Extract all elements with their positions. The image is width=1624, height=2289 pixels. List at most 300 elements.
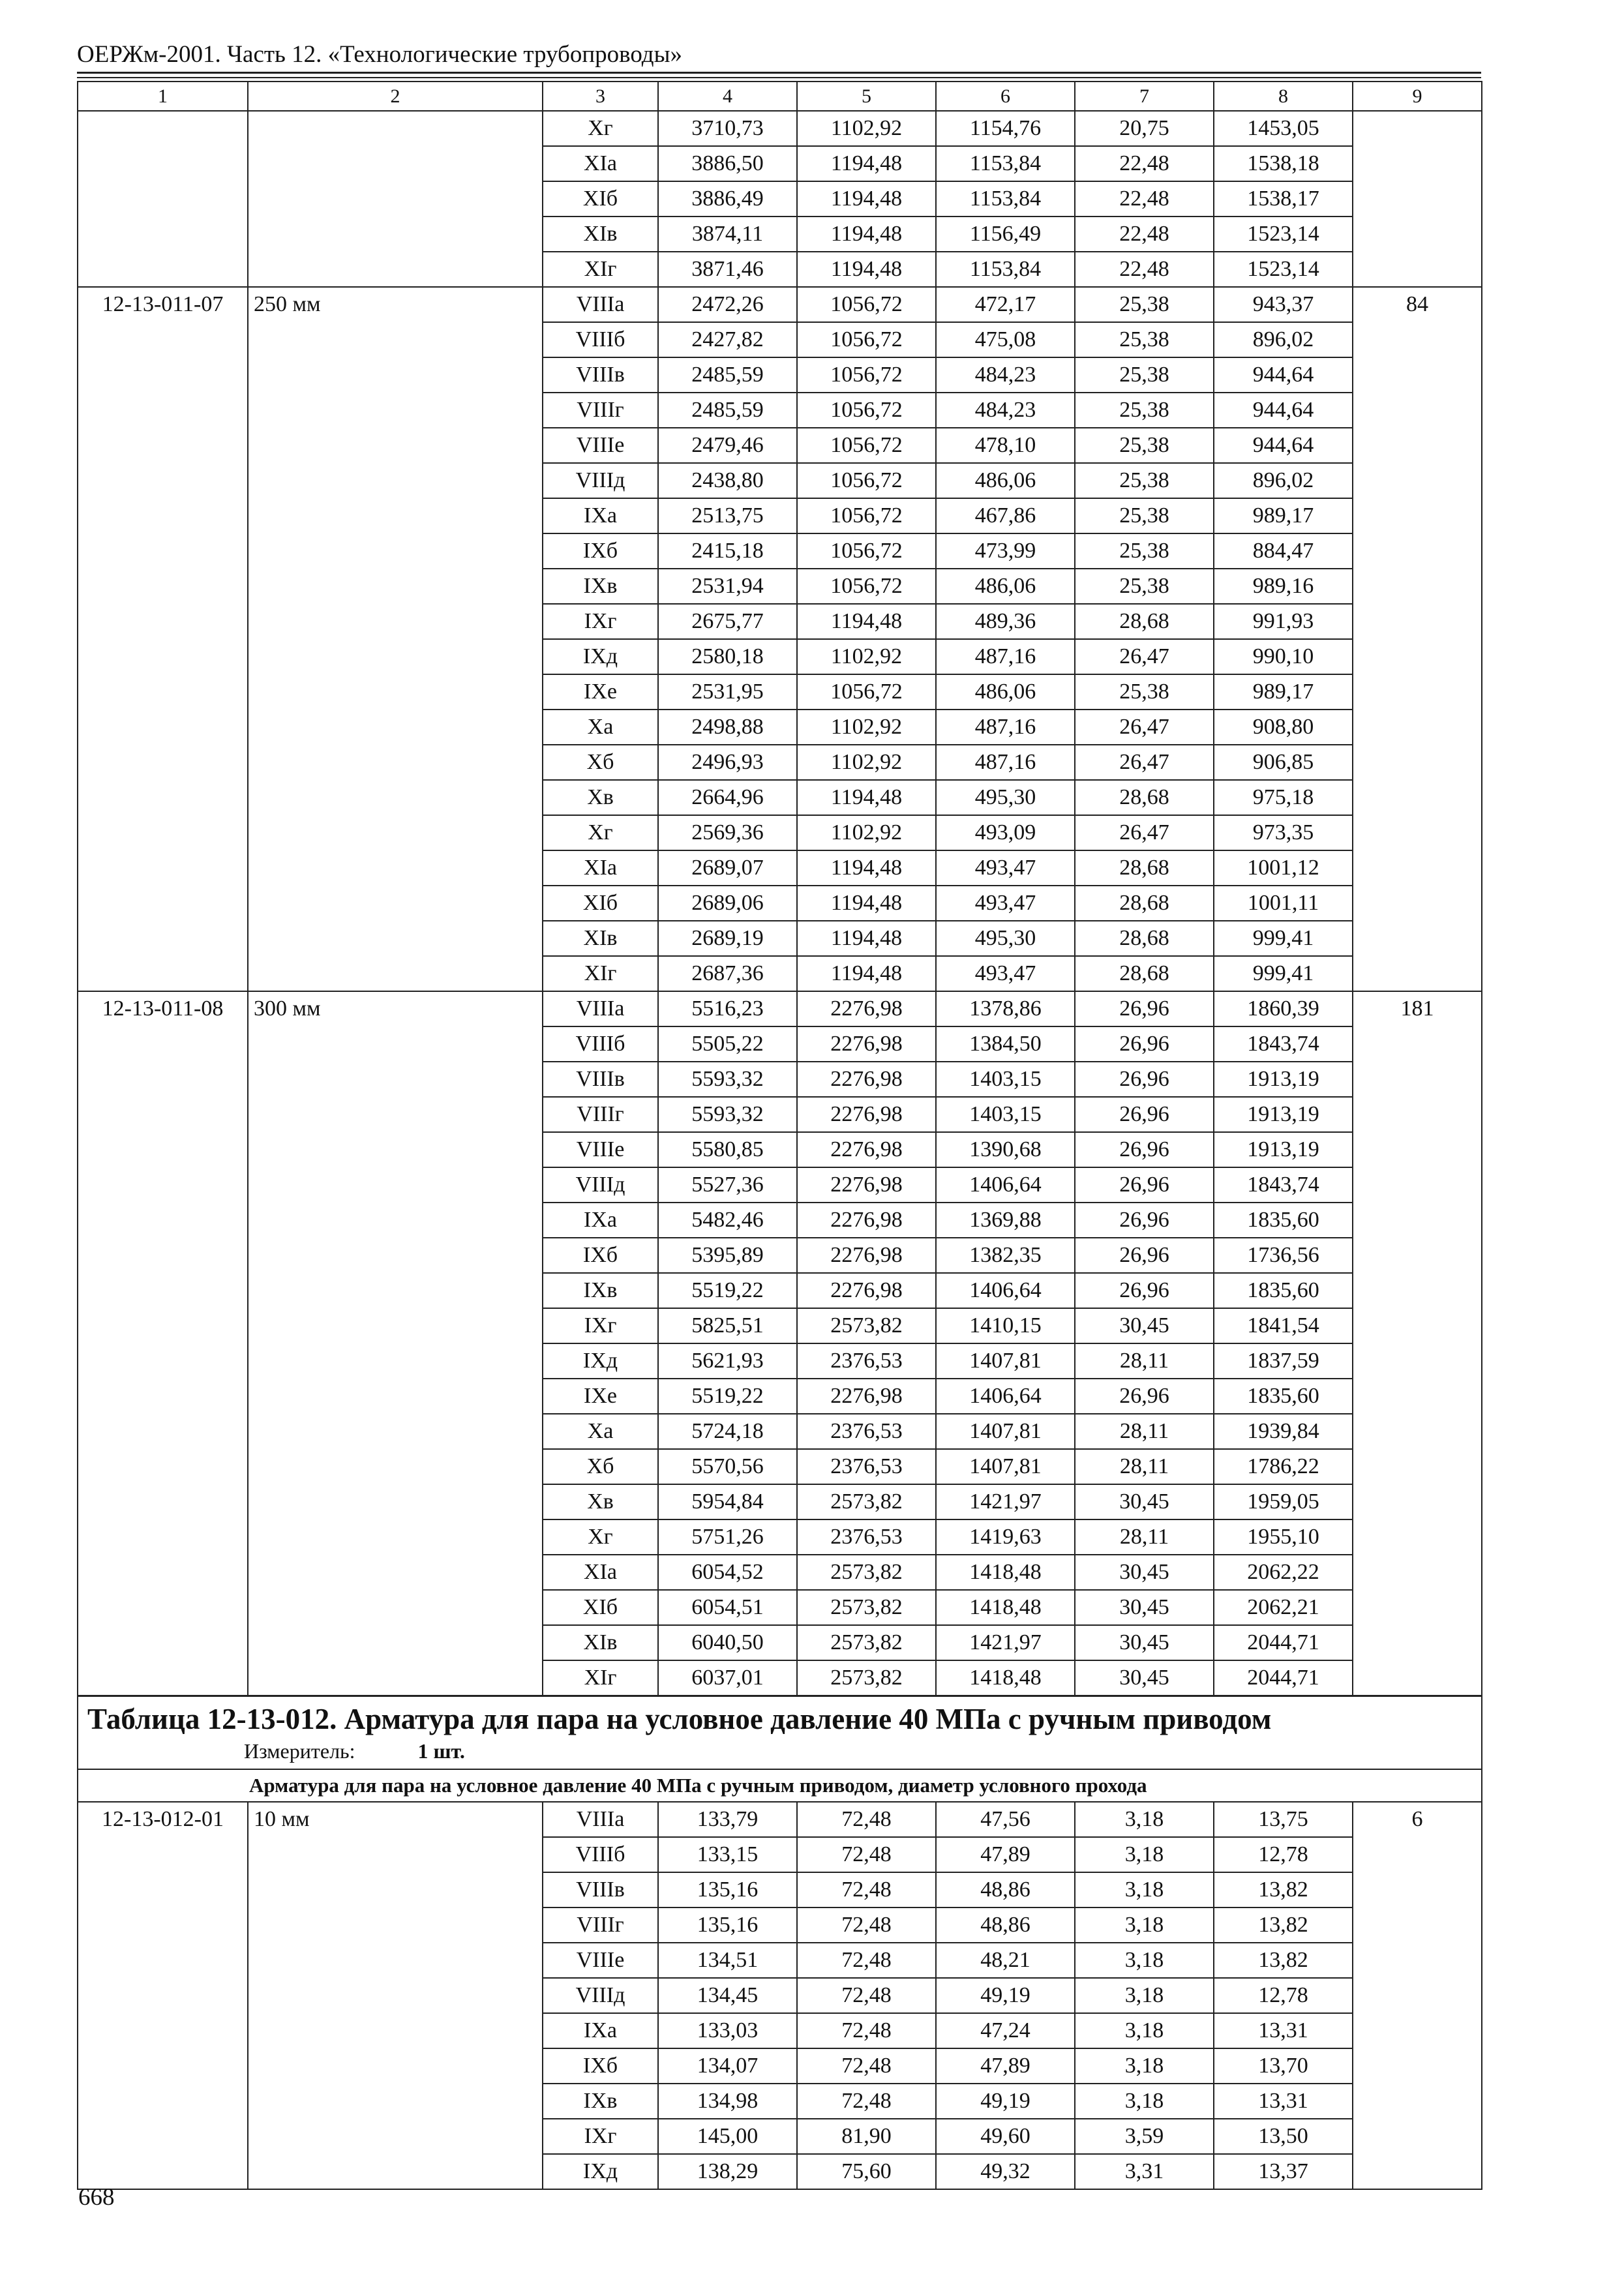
driver-wage-cell: 20,75 xyxy=(1075,111,1214,146)
direct-costs-cell: 2472,26 xyxy=(658,287,797,322)
machine-cost-cell: 467,86 xyxy=(936,498,1075,533)
direct-costs-cell: 135,16 xyxy=(658,1908,797,1943)
machine-cost-cell: 1407,81 xyxy=(936,1343,1075,1379)
direct-costs-cell: 2498,88 xyxy=(658,710,797,745)
driver-wage-cell: 26,96 xyxy=(1075,1062,1214,1097)
rate-code xyxy=(78,111,248,287)
labor-cost-cell: 2573,82 xyxy=(797,1308,936,1343)
machine-cost-cell: 1418,48 xyxy=(936,1660,1075,1696)
materials-cell: 990,10 xyxy=(1214,639,1353,674)
region-cell: XIг xyxy=(543,252,658,287)
driver-wage-cell: 22,48 xyxy=(1075,252,1214,287)
table-title-row xyxy=(78,1696,1482,1770)
machine-cost-cell: 1406,64 xyxy=(936,1379,1075,1414)
driver-wage-cell: 26,47 xyxy=(1075,639,1214,674)
labor-cost-cell: 2376,53 xyxy=(797,1449,936,1484)
materials-cell: 884,47 xyxy=(1214,533,1353,569)
column-number: 9 xyxy=(1353,82,1482,111)
region-cell: VIIIв xyxy=(543,1062,658,1097)
direct-costs-cell: 134,07 xyxy=(658,2048,797,2084)
region-cell: Xа xyxy=(543,710,658,745)
region-cell: VIIIе xyxy=(543,428,658,463)
materials-cell: 13,82 xyxy=(1214,1872,1353,1908)
region-cell: IXе xyxy=(543,1379,658,1414)
direct-costs-cell: 133,15 xyxy=(658,1837,797,1872)
driver-wage-cell: 26,96 xyxy=(1075,1273,1214,1308)
labor-cost-cell: 1194,48 xyxy=(797,886,936,921)
labor-cost-cell: 2376,53 xyxy=(797,1414,936,1449)
machine-cost-cell: 472,17 xyxy=(936,287,1075,322)
direct-costs-cell: 6054,51 xyxy=(658,1590,797,1625)
direct-costs-cell: 5395,89 xyxy=(658,1238,797,1273)
direct-costs-cell: 134,45 xyxy=(658,1978,797,2013)
materials-cell: 1835,60 xyxy=(1214,1379,1353,1414)
driver-wage-cell: 30,45 xyxy=(1075,1625,1214,1660)
labor-cost-cell: 1194,48 xyxy=(797,181,936,217)
labor-cost-cell: 1056,72 xyxy=(797,569,936,604)
materials-cell: 1913,19 xyxy=(1214,1132,1353,1167)
materials-cell: 944,64 xyxy=(1214,428,1353,463)
consumption-norm xyxy=(1353,111,1482,287)
materials-cell: 13,50 xyxy=(1214,2119,1353,2154)
driver-wage-cell: 25,38 xyxy=(1075,357,1214,393)
machine-cost-cell: 48,86 xyxy=(936,1908,1075,1943)
driver-wage-cell: 3,18 xyxy=(1075,1802,1214,1837)
labor-cost-cell: 72,48 xyxy=(797,1908,936,1943)
materials-cell: 13,82 xyxy=(1214,1943,1353,1978)
direct-costs-cell: 133,03 xyxy=(658,2013,797,2048)
machine-cost-cell: 1421,97 xyxy=(936,1625,1075,1660)
driver-wage-cell: 28,11 xyxy=(1075,1414,1214,1449)
region-cell: XIб xyxy=(543,181,658,217)
materials-cell: 2044,71 xyxy=(1214,1625,1353,1660)
materials-cell: 1837,59 xyxy=(1214,1343,1353,1379)
labor-cost-cell: 1056,72 xyxy=(797,322,936,357)
direct-costs-cell: 5621,93 xyxy=(658,1343,797,1379)
direct-costs-cell: 3710,73 xyxy=(658,111,797,146)
driver-wage-cell: 30,45 xyxy=(1075,1555,1214,1590)
header-rule-thin xyxy=(77,77,1481,78)
driver-wage-cell: 26,96 xyxy=(1075,1167,1214,1203)
direct-costs-cell: 2485,59 xyxy=(658,393,797,428)
meter-line xyxy=(87,1737,1475,1765)
materials-cell: 896,02 xyxy=(1214,463,1353,498)
region-cell: VIIIа xyxy=(543,287,658,322)
table-title: Таблица 12-13-012. Арматура для пара на условное давление 40 МПа с ручным приводом xyxy=(87,1703,1272,1735)
labor-cost-cell: 2276,98 xyxy=(797,1238,936,1273)
driver-wage-cell: 28,68 xyxy=(1075,850,1214,886)
machine-cost-cell: 495,30 xyxy=(936,921,1075,956)
direct-costs-cell: 2531,95 xyxy=(658,674,797,710)
labor-cost-cell: 2276,98 xyxy=(797,1167,936,1203)
driver-wage-cell: 26,47 xyxy=(1075,815,1214,850)
labor-cost-cell: 2376,53 xyxy=(797,1519,936,1555)
column-number: 3 xyxy=(543,82,658,111)
machine-cost-cell: 487,16 xyxy=(936,639,1075,674)
materials-cell: 1835,60 xyxy=(1214,1203,1353,1238)
materials-cell: 989,16 xyxy=(1214,569,1353,604)
machine-cost-cell: 1378,86 xyxy=(936,991,1075,1026)
materials-cell: 2062,21 xyxy=(1214,1590,1353,1625)
region-cell: VIIIа xyxy=(543,991,658,1026)
driver-wage-cell: 25,38 xyxy=(1075,498,1214,533)
driver-wage-cell: 28,68 xyxy=(1075,956,1214,991)
labor-cost-cell: 1056,72 xyxy=(797,393,936,428)
driver-wage-cell: 30,45 xyxy=(1075,1660,1214,1696)
materials-cell: 1453,05 xyxy=(1214,111,1353,146)
direct-costs-cell: 2689,19 xyxy=(658,921,797,956)
direct-costs-cell: 2479,46 xyxy=(658,428,797,463)
materials-cell: 1001,11 xyxy=(1214,886,1353,921)
driver-wage-cell: 26,47 xyxy=(1075,745,1214,780)
direct-costs-cell: 6037,01 xyxy=(658,1660,797,1696)
machine-cost-cell: 1418,48 xyxy=(936,1555,1075,1590)
region-cell: Xг xyxy=(543,111,658,146)
direct-costs-cell: 2675,77 xyxy=(658,604,797,639)
subheading-row xyxy=(78,1769,1482,1802)
driver-wage-cell: 28,68 xyxy=(1075,780,1214,815)
materials-cell: 1538,18 xyxy=(1214,146,1353,181)
machine-cost-cell: 473,99 xyxy=(936,533,1075,569)
driver-wage-cell: 3,18 xyxy=(1075,1837,1214,1872)
region-cell: VIIIб xyxy=(543,1837,658,1872)
materials-cell: 1786,22 xyxy=(1214,1449,1353,1484)
direct-costs-cell: 2438,80 xyxy=(658,463,797,498)
labor-cost-cell: 1194,48 xyxy=(797,780,936,815)
labor-cost-cell: 2573,82 xyxy=(797,1590,936,1625)
region-cell: XIа xyxy=(543,146,658,181)
labor-cost-cell: 1194,48 xyxy=(797,252,936,287)
driver-wage-cell: 26,96 xyxy=(1075,991,1214,1026)
page-header: ОЕРЖм-2001. Часть 12. «Технологические трубопроводы» xyxy=(77,41,682,68)
machine-cost-cell: 486,06 xyxy=(936,463,1075,498)
materials-cell: 1913,19 xyxy=(1214,1062,1353,1097)
direct-costs-cell: 134,98 xyxy=(658,2084,797,2119)
rate-name: 250 мм xyxy=(248,287,543,991)
machine-cost-cell: 1406,64 xyxy=(936,1273,1075,1308)
region-cell: IXе xyxy=(543,674,658,710)
direct-costs-cell: 2689,06 xyxy=(658,886,797,921)
machine-cost-cell: 493,09 xyxy=(936,815,1075,850)
labor-cost-cell: 2573,82 xyxy=(797,1660,936,1696)
machine-cost-cell: 493,47 xyxy=(936,886,1075,921)
labor-cost-cell: 2573,82 xyxy=(797,1484,936,1519)
machine-cost-cell: 48,86 xyxy=(936,1872,1075,1908)
direct-costs-cell: 5751,26 xyxy=(658,1519,797,1555)
direct-costs-cell: 5825,51 xyxy=(658,1308,797,1343)
driver-wage-cell: 26,47 xyxy=(1075,710,1214,745)
region-cell: VIIIв xyxy=(543,1872,658,1908)
machine-cost-cell: 1407,81 xyxy=(936,1449,1075,1484)
direct-costs-cell: 5593,32 xyxy=(658,1097,797,1132)
materials-cell: 13,37 xyxy=(1214,2154,1353,2189)
rate-code: 12-13-011-08 xyxy=(78,991,248,1696)
driver-wage-cell: 3,31 xyxy=(1075,2154,1214,2189)
machine-cost-cell: 487,16 xyxy=(936,745,1075,780)
column-number: 7 xyxy=(1075,82,1214,111)
driver-wage-cell: 3,18 xyxy=(1075,2013,1214,2048)
materials-cell: 999,41 xyxy=(1214,921,1353,956)
driver-wage-cell: 22,48 xyxy=(1075,181,1214,217)
driver-wage-cell: 28,68 xyxy=(1075,921,1214,956)
labor-cost-cell: 1056,72 xyxy=(797,463,936,498)
region-cell: IXа xyxy=(543,2013,658,2048)
consumption-norm: 181 xyxy=(1353,991,1482,1696)
region-cell: Xг xyxy=(543,1519,658,1555)
region-cell: Xб xyxy=(543,745,658,780)
region-cell: VIIIб xyxy=(543,1026,658,1062)
materials-cell: 991,93 xyxy=(1214,604,1353,639)
labor-cost-cell: 2573,82 xyxy=(797,1625,936,1660)
materials-cell: 1939,84 xyxy=(1214,1414,1353,1449)
column-number: 1 xyxy=(78,82,248,111)
rate-code: 12-13-012-01 xyxy=(78,1802,248,2189)
machine-cost-cell: 1153,84 xyxy=(936,181,1075,217)
labor-cost-cell: 1056,72 xyxy=(797,533,936,569)
driver-wage-cell: 22,48 xyxy=(1075,146,1214,181)
labor-cost-cell: 72,48 xyxy=(797,1978,936,2013)
region-cell: VIIIг xyxy=(543,1097,658,1132)
machine-cost-cell: 487,16 xyxy=(936,710,1075,745)
materials-cell: 973,35 xyxy=(1214,815,1353,850)
labor-cost-cell: 2276,98 xyxy=(797,1026,936,1062)
direct-costs-cell: 5954,84 xyxy=(658,1484,797,1519)
materials-cell: 13,31 xyxy=(1214,2013,1353,2048)
machine-cost-cell: 478,10 xyxy=(936,428,1075,463)
meter-label: Измеритель: xyxy=(244,1739,355,1763)
labor-cost-cell: 72,48 xyxy=(797,1802,936,1837)
region-cell: XIг xyxy=(543,1660,658,1696)
direct-costs-cell: 2496,93 xyxy=(658,745,797,780)
region-cell: XIв xyxy=(543,1625,658,1660)
labor-cost-cell: 1194,48 xyxy=(797,146,936,181)
materials-cell: 1523,14 xyxy=(1214,217,1353,252)
region-cell: VIIIд xyxy=(543,463,658,498)
direct-costs-cell: 5516,23 xyxy=(658,991,797,1026)
labor-cost-cell: 1194,48 xyxy=(797,850,936,886)
region-cell: VIIIа xyxy=(543,1802,658,1837)
region-cell: VIIIв xyxy=(543,357,658,393)
page-number: 668 xyxy=(78,2184,115,2211)
region-cell: VIIIг xyxy=(543,393,658,428)
materials-cell: 1835,60 xyxy=(1214,1273,1353,1308)
labor-cost-cell: 81,90 xyxy=(797,2119,936,2154)
direct-costs-cell: 3871,46 xyxy=(658,252,797,287)
materials-cell: 13,75 xyxy=(1214,1802,1353,1837)
machine-cost-cell: 1410,15 xyxy=(936,1308,1075,1343)
driver-wage-cell: 25,38 xyxy=(1075,428,1214,463)
region-cell: VIIIг xyxy=(543,1908,658,1943)
region-cell: VIIIд xyxy=(543,1978,658,2013)
region-cell: XIв xyxy=(543,921,658,956)
materials-cell: 1955,10 xyxy=(1214,1519,1353,1555)
region-cell: IXа xyxy=(543,498,658,533)
rate-name xyxy=(248,111,543,287)
region-cell: IXг xyxy=(543,604,658,639)
labor-cost-cell: 72,48 xyxy=(797,2084,936,2119)
region-cell: IXв xyxy=(543,2084,658,2119)
region-cell: IXб xyxy=(543,2048,658,2084)
region-cell: IXд xyxy=(543,2154,658,2189)
column-number: 5 xyxy=(797,82,936,111)
direct-costs-cell: 5593,32 xyxy=(658,1062,797,1097)
region-cell: XIб xyxy=(543,886,658,921)
driver-wage-cell: 26,96 xyxy=(1075,1379,1214,1414)
machine-cost-cell: 1390,68 xyxy=(936,1132,1075,1167)
direct-costs-cell: 6040,50 xyxy=(658,1625,797,1660)
driver-wage-cell: 28,11 xyxy=(1075,1343,1214,1379)
driver-wage-cell: 3,18 xyxy=(1075,2084,1214,2119)
region-cell: IXа xyxy=(543,1203,658,1238)
direct-costs-cell: 5505,22 xyxy=(658,1026,797,1062)
driver-wage-cell: 30,45 xyxy=(1075,1590,1214,1625)
driver-wage-cell: 26,96 xyxy=(1075,1132,1214,1167)
materials-cell: 1913,19 xyxy=(1214,1097,1353,1132)
table-row xyxy=(78,1802,1482,1837)
driver-wage-cell: 26,96 xyxy=(1075,1238,1214,1273)
driver-wage-cell: 22,48 xyxy=(1075,217,1214,252)
table-row xyxy=(78,287,1482,322)
materials-cell: 1860,39 xyxy=(1214,991,1353,1026)
region-cell: VIIIе xyxy=(543,1943,658,1978)
labor-cost-cell: 1056,72 xyxy=(797,674,936,710)
direct-costs-cell: 2531,94 xyxy=(658,569,797,604)
labor-cost-cell: 1194,48 xyxy=(797,217,936,252)
header-rule xyxy=(77,72,1481,74)
materials-cell: 1538,17 xyxy=(1214,181,1353,217)
region-cell: IXг xyxy=(543,1308,658,1343)
table-row xyxy=(78,991,1482,1026)
driver-wage-cell: 25,38 xyxy=(1075,393,1214,428)
driver-wage-cell: 30,45 xyxy=(1075,1484,1214,1519)
direct-costs-cell: 6054,52 xyxy=(658,1555,797,1590)
labor-cost-cell: 2276,98 xyxy=(797,1132,936,1167)
materials-cell: 896,02 xyxy=(1214,322,1353,357)
machine-cost-cell: 495,30 xyxy=(936,780,1075,815)
region-cell: IXв xyxy=(543,569,658,604)
direct-costs-cell: 138,29 xyxy=(658,2154,797,2189)
direct-costs-cell: 3886,49 xyxy=(658,181,797,217)
direct-costs-cell: 2485,59 xyxy=(658,357,797,393)
machine-cost-cell: 484,23 xyxy=(936,393,1075,428)
driver-wage-cell: 25,38 xyxy=(1075,287,1214,322)
region-cell: VIIIд xyxy=(543,1167,658,1203)
labor-cost-cell: 72,48 xyxy=(797,2048,936,2084)
materials-cell: 13,70 xyxy=(1214,2048,1353,2084)
driver-wage-cell: 26,96 xyxy=(1075,1097,1214,1132)
materials-cell: 12,78 xyxy=(1214,1837,1353,1872)
region-cell: XIв xyxy=(543,217,658,252)
materials-cell: 908,80 xyxy=(1214,710,1353,745)
labor-cost-cell: 1194,48 xyxy=(797,956,936,991)
meter-value: 1 шт. xyxy=(417,1739,465,1763)
region-cell: IXб xyxy=(543,1238,658,1273)
materials-cell: 975,18 xyxy=(1214,780,1353,815)
machine-cost-cell: 1369,88 xyxy=(936,1203,1075,1238)
labor-cost-cell: 2573,82 xyxy=(797,1555,936,1590)
labor-cost-cell: 72,48 xyxy=(797,1837,936,1872)
materials-cell: 1843,74 xyxy=(1214,1167,1353,1203)
labor-cost-cell: 1194,48 xyxy=(797,604,936,639)
rates-table xyxy=(77,81,1482,2190)
driver-wage-cell: 25,38 xyxy=(1075,533,1214,569)
materials-cell: 2062,22 xyxy=(1214,1555,1353,1590)
direct-costs-cell: 133,79 xyxy=(658,1802,797,1837)
labor-cost-cell: 1102,92 xyxy=(797,815,936,850)
labor-cost-cell: 1056,72 xyxy=(797,287,936,322)
driver-wage-cell: 28,11 xyxy=(1075,1449,1214,1484)
materials-cell: 1841,54 xyxy=(1214,1308,1353,1343)
labor-cost-cell: 1102,92 xyxy=(797,710,936,745)
table-title-cell xyxy=(78,1696,1482,1770)
region-cell: Xа xyxy=(543,1414,658,1449)
region-cell: XIа xyxy=(543,850,658,886)
direct-costs-cell: 145,00 xyxy=(658,2119,797,2154)
materials-cell: 944,64 xyxy=(1214,393,1353,428)
region-cell: IXб xyxy=(543,533,658,569)
direct-costs-cell: 2664,96 xyxy=(658,780,797,815)
labor-cost-cell: 1102,92 xyxy=(797,111,936,146)
machine-cost-cell: 47,56 xyxy=(936,1802,1075,1837)
labor-cost-cell: 1102,92 xyxy=(797,639,936,674)
materials-cell: 1523,14 xyxy=(1214,252,1353,287)
direct-costs-cell: 135,16 xyxy=(658,1872,797,1908)
machine-cost-cell: 1403,15 xyxy=(936,1097,1075,1132)
rate-code: 12-13-011-07 xyxy=(78,287,248,991)
machine-cost-cell: 1384,50 xyxy=(936,1026,1075,1062)
consumption-norm: 6 xyxy=(1353,1802,1482,2189)
labor-cost-cell: 75,60 xyxy=(797,2154,936,2189)
materials-cell: 1843,74 xyxy=(1214,1026,1353,1062)
materials-cell: 1736,56 xyxy=(1214,1238,1353,1273)
direct-costs-cell: 5482,46 xyxy=(658,1203,797,1238)
machine-cost-cell: 484,23 xyxy=(936,357,1075,393)
driver-wage-cell: 28,68 xyxy=(1075,604,1214,639)
column-number: 6 xyxy=(936,82,1075,111)
region-cell: Xб xyxy=(543,1449,658,1484)
machine-cost-cell: 47,89 xyxy=(936,2048,1075,2084)
direct-costs-cell: 3874,11 xyxy=(658,217,797,252)
driver-wage-cell: 25,38 xyxy=(1075,322,1214,357)
column-number: 2 xyxy=(248,82,543,111)
materials-cell: 2044,71 xyxy=(1214,1660,1353,1696)
direct-costs-cell: 2689,07 xyxy=(658,850,797,886)
region-cell: XIб xyxy=(543,1590,658,1625)
region-cell: VIIIе xyxy=(543,1132,658,1167)
driver-wage-cell: 26,96 xyxy=(1075,1026,1214,1062)
region-cell: Xв xyxy=(543,1484,658,1519)
column-number: 4 xyxy=(658,82,797,111)
direct-costs-cell: 2569,36 xyxy=(658,815,797,850)
machine-cost-cell: 1418,48 xyxy=(936,1590,1075,1625)
direct-costs-cell: 2580,18 xyxy=(658,639,797,674)
direct-costs-cell: 5580,85 xyxy=(658,1132,797,1167)
machine-cost-cell: 489,36 xyxy=(936,604,1075,639)
materials-cell: 999,41 xyxy=(1214,956,1353,991)
driver-wage-cell: 3,18 xyxy=(1075,1872,1214,1908)
labor-cost-cell: 2276,98 xyxy=(797,1203,936,1238)
direct-costs-cell: 5519,22 xyxy=(658,1273,797,1308)
region-cell: VIIIб xyxy=(543,322,658,357)
labor-cost-cell: 2276,98 xyxy=(797,1097,936,1132)
direct-costs-cell: 5519,22 xyxy=(658,1379,797,1414)
machine-cost-cell: 49,19 xyxy=(936,1978,1075,2013)
labor-cost-cell: 72,48 xyxy=(797,1943,936,1978)
machine-cost-cell: 486,06 xyxy=(936,569,1075,604)
column-number: 8 xyxy=(1214,82,1353,111)
region-cell: Xг xyxy=(543,815,658,850)
driver-wage-cell: 28,68 xyxy=(1075,886,1214,921)
